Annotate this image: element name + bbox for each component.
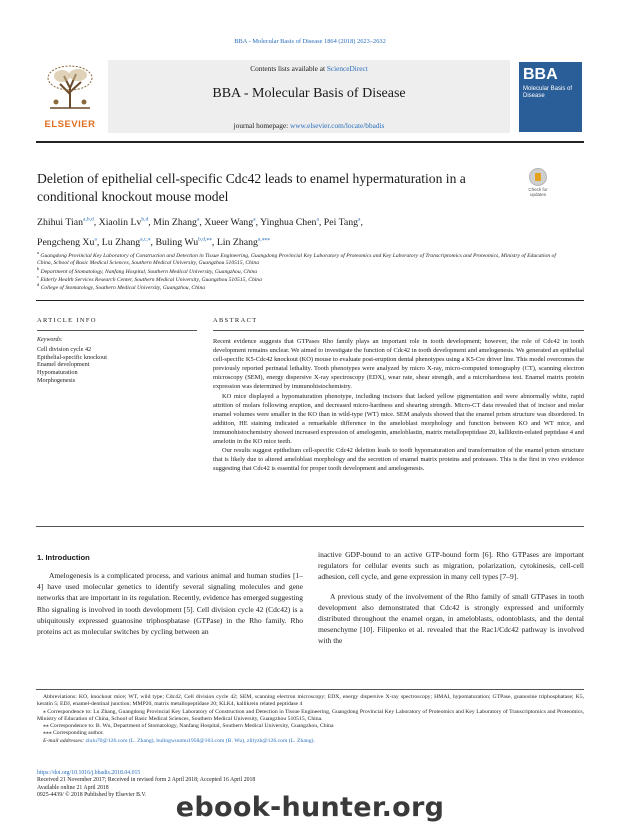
affiliation: $^c$ Elderly Health Services Research Center, Southern Medical University, Guangzhou 510515, China [37,274,262,283]
keyword: Hypomaturation [37,369,78,377]
affiliation: $^a$ Guangdong Provincial Key Laboratory of Construction and Detection in Tissue Engineering, Guangdong Provincial Key Laboratory of Proteomics and Key Laboratory of Transcriptomics and Proteomics, Ministry of Education of China, School of Basic Medical Sciences, Southern Medical University, Guangzhou 510515, China [37,250,556,267]
journal-cover[interactable] [519,62,582,132]
author: Pengcheng Xu$^a$, [37,236,102,248]
author: Buling $Wu^{b,d,⁎⁎}$, [155,236,217,248]
keyword: Epithelial-specific knockout [37,353,107,361]
cover-subtitle: Molecular Basis of Disease [523,86,573,99]
body-paragraph: Amelogenesis is a complicated process, and various animal and human studies [1–4] have used molecular genetics to identify several signaling molecules and gene networks that are important in its regulation. Recently, evidence has emerged suggesting Rho signaling is involved in tooth development [5]. Cell division cycle 42 (Cdc42) is a ubiquitously expressed guanosine triphosphatase (GTPase) in the Rho family. Rho proteins act as molecular switches by cycling between an [37,571,303,637]
footnote: ⁎⁎ Correspondence to: B. Wu, Department of Stomatology, Nanfang Hospital, Southern Medical University, Guangzhou, China [43,723,334,730]
author: Lin Zhang$^{a,⁎⁎⁎}$ [216,236,270,248]
email-links[interactable]: zlulu70@126.com (L. Zhang), bulingwuumu1958@163.com (B. Wu), zlilyzh@126.com (L. Zhang). [85,737,315,744]
header-rule [36,141,584,143]
check-updates-icon [529,168,547,186]
keyword: Cell division cycle 42 [37,346,92,353]
divider [37,330,197,331]
body-column-left [37,570,303,637]
elsevier-wordmark: ELSEVIER [44,119,96,130]
abstract-body [213,337,584,473]
article-title: Deletion of epithelial cell-specific Cdc42 leads to enamel hypermaturation in a conditional knockout mouse model [37,171,466,204]
body-paragraph: A previous study of the involvement of the Rho family of small GTPases in tooth development also demonstrated that Cdc42 is strongly expressed and uniformly distributed throughout the enamel organ, in ameloblasts, odontoblasts, and the dental mesenchyme [10]. Filipenko et al. revealed that the Rac1/Cdc42 pathway is involved with the [318,591,584,646]
contents-prefix: Contents lists available at [250,64,327,73]
cover-title: BBA [523,66,558,83]
homepage-link[interactable]: www.elsevier.com/locate/bbadis [289,121,385,130]
running-head[interactable]: BBA - Molecular Basis of Disease 1864 (2018) 2623–2632 [234,38,386,45]
check-for-updates-badge[interactable] [524,168,552,200]
author-list [37,212,567,251]
homepage-prefix: journal homepage: [233,121,290,130]
author: Lu Zhang$^{a,c,⁎}$, [101,236,156,248]
received-dates: Received 21 November 2017; Received in revised form 2 April 2018; Accepted 16 April 2018 [37,777,256,784]
keyword: Enamel development [37,361,90,369]
abstract-paragraph: Recent evidence suggests that GTPases Rho family plays an important role in tooth development; however, the role of Cdc42 in tooth development remains unclear. We aimed to investigate the function of Cdc42 in tooth development and amelogenesis. We generated an epithelial cell-specific K5-Cdc42 knockout (KO) mouse to evaluate post-eruption dental phenotypes using a K5-Cre driver line. This model overcomes the previously reported perinatal lethality. Tooth phenotypes were analyzed by micro X-ray, micro-computed tomography (CT), scanning electron microscopy (SEM), energy dispersive X-ray spectroscopy (EDX), wear rate, shear strength, and a microhardness test. Enamel matrix protein expression was determined by immunohistochemistry. [213,338,584,391]
footnotes [37,694,584,745]
abstract-paragraph: KO mice displayed a hypomaturation phenotype, including incisors that lacked yellow pigmentation and were abnormally white, rapid attrition of molars following eruption, and decreased micro-hardness and shearing strength. Micro-CT data revealed that of incisor and molar enamel volumes were smaller in the KO than in wild-type (WT) mice. SEM analysis showed that the enamel prism structure was disordered. In addition, HE staining indicated a remarkable difference in the ameloblast morphology and function between KO and WT mice, and immunohistochemistry showed increased expression of amelogenin, ameloblastin, matrix metallopeptidase 20, kallikrein-related peptidase 4 and amelotin in the KO mice teeth. [213,392,584,446]
watermark: ebook-hunter.org [175,792,445,823]
abbreviations: Abbreviations: KO, knockout mice; WT, wild type; Cdc42, Cell division cycle 42; SEM, scanning electron microscopy; EDX, energy dispersive X-ray spectroscopy; HMAI, hypomaturation; GTPase, guanosine triphosphatase; K5, keratin 5; EDJ, enamel-dentinal junction; MMP20, matrix metallopeptidase 20; KLK4, kallikrein related peptidase 4 [37,694,584,708]
section-heading: 1. Introduction [37,553,90,562]
author: Xiaolin Lv$^{b,d}$, [98,217,154,229]
article-info-heading: ARTICLE INFO [37,317,97,324]
keyword: Morphogenesis [37,376,76,384]
divider [36,526,584,527]
abstract-paragraph: Our results suggest epithelium cell-specific Cdc42 deletion leads to tooth hypomaturation and transformation of the enamel prism structure that is likely due to altered ameloblast morphology and the secretion of enamel matrix proteins and proteases. This is the first in vivo evidence suggesting that Cdc42 is essential for proper tooth development and amelogenesis. [213,447,584,473]
author: Pei Tang$^a$, [323,217,363,229]
author: Zhihui Tian$^{a,b,d}$, [37,217,99,229]
elsevier-tree-icon [44,64,96,110]
affiliation: $^b$ Department of Stomatology, Nanfang Hospital, Southern Medical University, Guangzhou, China [37,266,258,275]
check-updates-label: Check for updates [528,187,548,197]
contents-line [108,64,510,73]
keywords-label: Keywords: [37,337,63,343]
doi-link[interactable]: https://doi.org/10.1016/j.bbadis.2018.04.015 [37,770,141,776]
author: Min Zhang$^a$, [153,217,205,229]
abstract-heading: ABSTRACT [213,317,258,324]
author: Yinghua Chen$^a$, [260,217,324,229]
body-column-right [318,549,584,647]
footnote-rule [36,689,584,690]
journal-homepage [108,121,510,130]
elsevier-logo[interactable] [38,62,102,130]
email-addresses: E-mail addresses: zlulu70@126.com (L. Zhang), bulingwuumu1958@163.com (B. Wu), zlilyzh@126.com (L. Zhang). [43,737,315,744]
copyright: 0925-4439/ © 2018 Published by Elsevier B.V. [37,791,147,798]
body-paragraph: inactive GDP-bound to an active GTP-bound form [6]. Rho GTPases are important regulators for cellular events such as migration, polarization, cytokinesis, cell-cell adhesion, cell cycle, and gene expression in many cell types [7–9]. [318,550,584,582]
author: Xueer Wang$^a$, [204,217,261,229]
footnote: ⁎ Correspondence to: Lu Zhang, Guangdong Provincial Key Laboratory of Construction and Detection in Tissue Engineering, Guangdong Provincial Key Laboratory of Proteomics and Key Laboratory of Transcriptomics and Proteomics, Ministry of Education of China, School of Basic Medical Sciences, Southern Medical University, Guangzhou 510515, China. [37,708,584,722]
online-date: Available online 21 April 2018 [37,784,109,791]
divider [213,330,584,331]
sciencedirect-link[interactable]: ScienceDirect [326,64,368,73]
divider [36,300,584,301]
footnote: ⁎⁎⁎ Corresponding author. [43,730,104,737]
keyword-list [37,346,107,385]
journal-name: BBA - Molecular Basis of Disease [212,86,406,101]
affiliation: $^d$ College of Stomatology, Southern Medical University, Guangzhou, China [37,282,206,291]
